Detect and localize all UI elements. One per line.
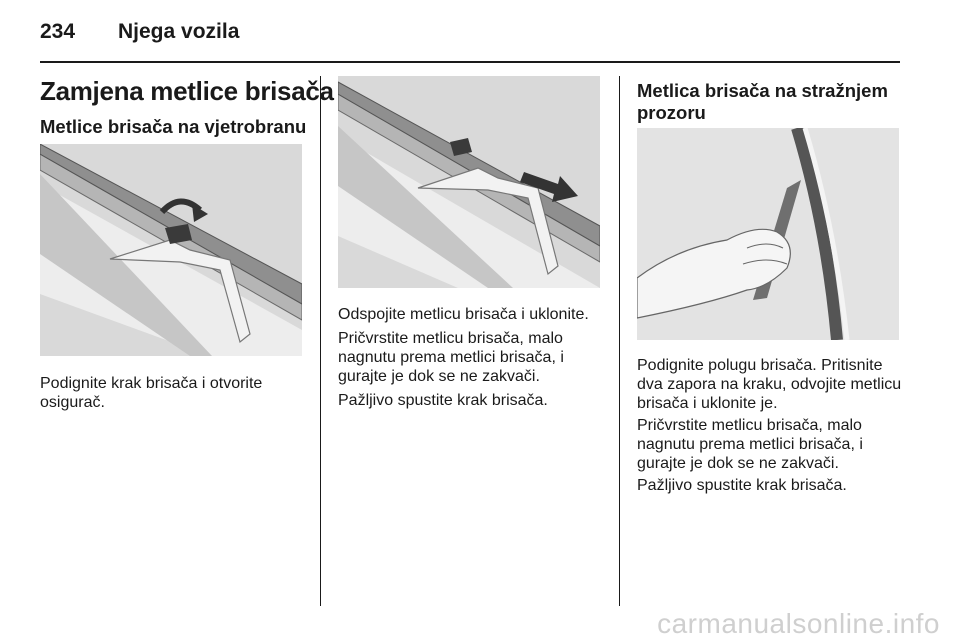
col3-paragraph-1: Podignite polugu brisača. Pritisnite dva zapora na kraku, odvojite metlicu brisača i uklonite je.: [637, 357, 902, 412]
header-rule: [40, 61, 900, 63]
section-title: Zamjena metlice brisača: [40, 76, 334, 106]
watermark-logo: carmanualsonline.info: [657, 608, 940, 639]
subheading-windscreen: Metlice brisača na vjetrobranu: [40, 116, 307, 137]
col2-paragraph-1: Odspojite metlicu brisača i uklonite.: [338, 306, 589, 323]
subheading-rear-window: Metlica brisača na stražnjem prozoru: [637, 80, 888, 123]
col1-paragraph-1: Podignite krak brisača i otvorite osigurač.: [40, 375, 263, 411]
col3-paragraph-3: Pažljivo spustite krak brisača.: [637, 477, 847, 494]
col2-paragraph-3: Pažljivo spustite krak brisača.: [338, 392, 548, 409]
col2-paragraph-2: Pričvrstite metlicu brisača, malo nagnutu prema metlici brisača, i gurajte je dok se ne zakvači.: [338, 330, 564, 385]
page-number: 234: [40, 20, 76, 43]
figure-rear-wiper-release: [637, 128, 899, 340]
column-divider-1: [320, 76, 321, 606]
chapter-title: Njega vozila: [118, 20, 240, 43]
figure-windscreen-wiper-lift: [40, 144, 302, 356]
col3-paragraph-2: Pričvrstite metlicu brisača, malo nagnutu prema metlici brisača, i gurajte je dok se ne zakvači.: [637, 417, 863, 472]
figure-windscreen-wiper-detach: [338, 76, 600, 288]
column-divider-2: [619, 76, 620, 606]
